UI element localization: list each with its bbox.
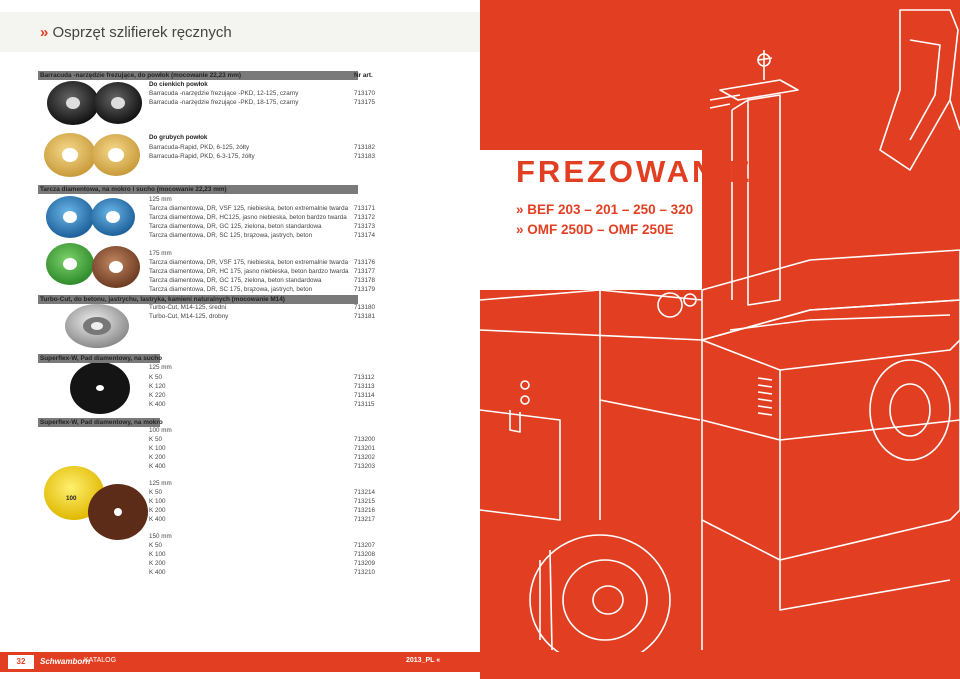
frezowanie-title: FREZOWANIE xyxy=(516,154,753,189)
list-item: K 50 xyxy=(149,374,162,381)
article-code: 713114 xyxy=(354,392,375,399)
list-item: Tarcza diamentowa, DR, HC125, jasno niebieska, beton bardzo twarda xyxy=(149,214,347,221)
article-code: 713173 xyxy=(354,223,376,230)
pad-icon xyxy=(88,484,148,540)
list-item: K 400 xyxy=(149,569,166,576)
disc-icon xyxy=(46,243,94,285)
size-label: 125 mm xyxy=(149,480,172,487)
article-code: 713210 xyxy=(354,569,376,576)
pad-label: 100 xyxy=(66,495,77,502)
list-item: Tarcza diamentowa, DR, HC 175, jasno niebieska, beton bardzo twarda xyxy=(149,268,349,275)
disc-icon xyxy=(91,198,135,236)
article-code: 713217 xyxy=(354,516,376,523)
article-code: 713215 xyxy=(354,498,376,505)
list-item: K 220 xyxy=(149,392,166,399)
article-code: 713171 xyxy=(354,205,376,212)
article-code: 713175 xyxy=(354,99,376,106)
brand-logo: Schwamborn xyxy=(40,657,91,666)
disc-icon xyxy=(92,246,140,288)
model-line-1-text: BEF 203 – 201 – 250 – 320 xyxy=(527,202,694,217)
article-code: 713180 xyxy=(354,304,376,311)
article-code: 713113 xyxy=(354,383,375,390)
list-item: Tarcza diamentowa, DR, SC 125, brązowa, jastrych, beton xyxy=(149,232,313,239)
list-item: K 100 xyxy=(149,445,166,452)
section-title-tarcza: Tarcza diamentowa, na mokro i sucho (mocowanie 22,23 mm) xyxy=(40,186,227,193)
chevron-icon: » xyxy=(40,24,49,41)
disc-icon xyxy=(46,196,94,238)
page-title-text: Osprzęt szlifierek ręcznych xyxy=(52,24,232,41)
section-title-superflex-wet: Superflex-W, Pad diamentowy, na mokro xyxy=(40,419,163,426)
disc-icon xyxy=(65,304,129,348)
list-item: Barracuda -narzędzie frezujące -PKD, 18-175, czarny xyxy=(149,99,299,106)
list-item: K 200 xyxy=(149,454,166,461)
size-label: 125 mm xyxy=(149,364,172,371)
model-line-2 xyxy=(516,222,674,237)
list-item: K 50 xyxy=(149,489,162,496)
list-item: Barracuda -narzędzie frezujące -PKD, 12-125, czarny xyxy=(149,90,299,97)
article-code: 713200 xyxy=(354,436,376,443)
list-item: Tarcza diamentowa, DR, SC 175, brązowa, jastrych, beton xyxy=(149,286,313,293)
article-code: 713208 xyxy=(354,551,376,558)
article-code: 713183 xyxy=(354,153,376,160)
section-title-barracuda: Barracuda -narzędzie frezujące, do powłok (mocowanie 22,23 mm) xyxy=(40,72,242,79)
list-item: K 200 xyxy=(149,560,166,567)
article-code: 713209 xyxy=(354,560,376,567)
list-item: K 100 xyxy=(149,498,166,505)
subheading: Do cienkich powłok xyxy=(149,81,208,88)
size-label: 100 mm xyxy=(149,427,172,434)
list-item: K 100 xyxy=(149,551,166,558)
list-item: Tarcza diamentowa, DR, GC 175, zielona, beton standardowa xyxy=(149,277,322,284)
article-code: 713216 xyxy=(354,507,376,514)
list-item: K 50 xyxy=(149,542,162,549)
article-code: 713177 xyxy=(354,268,376,275)
section-title-turbo: Turbo-Cut, do betonu, jastrychu, lastryka, kamieni naturalnych (mocowanie M14) xyxy=(40,296,285,303)
list-item: Barracuda-Rapid, PKD, 6-125, żółty xyxy=(149,144,250,151)
list-item: Tarcza diamentowa, DR, VSF 125, niebieska, beton extremalnie twarda xyxy=(149,205,349,212)
size-label: 125 mm xyxy=(149,196,172,203)
list-item: Turbo-Cut, M14-125, drobny xyxy=(149,313,229,320)
list-item: K 50 xyxy=(149,436,162,443)
list-item: K 120 xyxy=(149,383,166,390)
article-code: 713179 xyxy=(354,286,376,293)
list-item: K 400 xyxy=(149,516,166,523)
list-item: Turbo-Cut, M14-125, średni xyxy=(149,304,227,311)
article-code: 713214 xyxy=(354,489,376,496)
section-title-superflex-dry: Superflex-W, Pad diamentowy, na sucho xyxy=(40,355,163,362)
article-code: 713172 xyxy=(354,214,376,221)
subheading: Do grubych powłok xyxy=(149,134,208,141)
disc-icon xyxy=(94,82,142,124)
model-line-2-text: OMF 250D – OMF 250E xyxy=(527,222,674,237)
list-item: K 400 xyxy=(149,463,166,470)
article-number-label: Nr art. xyxy=(354,72,373,79)
chevron-icon: » xyxy=(516,202,524,217)
size-label: 175 mm xyxy=(149,250,172,257)
article-code: 713181 xyxy=(354,313,376,320)
catalog-label: KATALOG xyxy=(84,657,117,664)
footer-bar xyxy=(0,652,960,672)
article-code: 713203 xyxy=(354,463,376,470)
article-code: 713174 xyxy=(354,232,376,239)
list-item: K 400 xyxy=(149,401,166,408)
article-code: 713202 xyxy=(354,454,376,461)
size-label: 150 mm xyxy=(149,533,172,540)
footer-year-text: 2013_PL xyxy=(406,657,435,664)
pad-icon xyxy=(70,362,130,414)
list-item: Tarcza diamentowa, DR, VSF 175, niebieska, beton extremalnie twarda xyxy=(149,259,349,266)
article-code: 713182 xyxy=(354,144,376,151)
footer-year xyxy=(406,657,440,664)
chevron-icon: » xyxy=(516,222,524,237)
disc-icon xyxy=(92,134,140,176)
disc-icon xyxy=(44,133,96,177)
right-page xyxy=(480,0,960,679)
article-code: 713115 xyxy=(354,401,375,408)
model-line-1 xyxy=(516,202,693,217)
article-code: 713201 xyxy=(354,445,376,452)
list-item: Tarcza diamentowa, DR, GC 125, zielona, beton standardowa xyxy=(149,223,322,230)
chevron-icon: « xyxy=(436,657,441,664)
page-number: 32 xyxy=(8,655,34,669)
article-code: 713112 xyxy=(354,374,375,381)
list-item: K 200 xyxy=(149,507,166,514)
machine-illustration xyxy=(480,0,960,679)
article-code: 713176 xyxy=(354,259,376,266)
disc-icon xyxy=(47,81,99,125)
article-code: 713178 xyxy=(354,277,376,284)
article-code: 713170 xyxy=(354,90,376,97)
article-code: 713207 xyxy=(354,542,376,549)
list-item: Barracuda-Rapid, PKD, 6-3-175, żółty xyxy=(149,153,255,160)
